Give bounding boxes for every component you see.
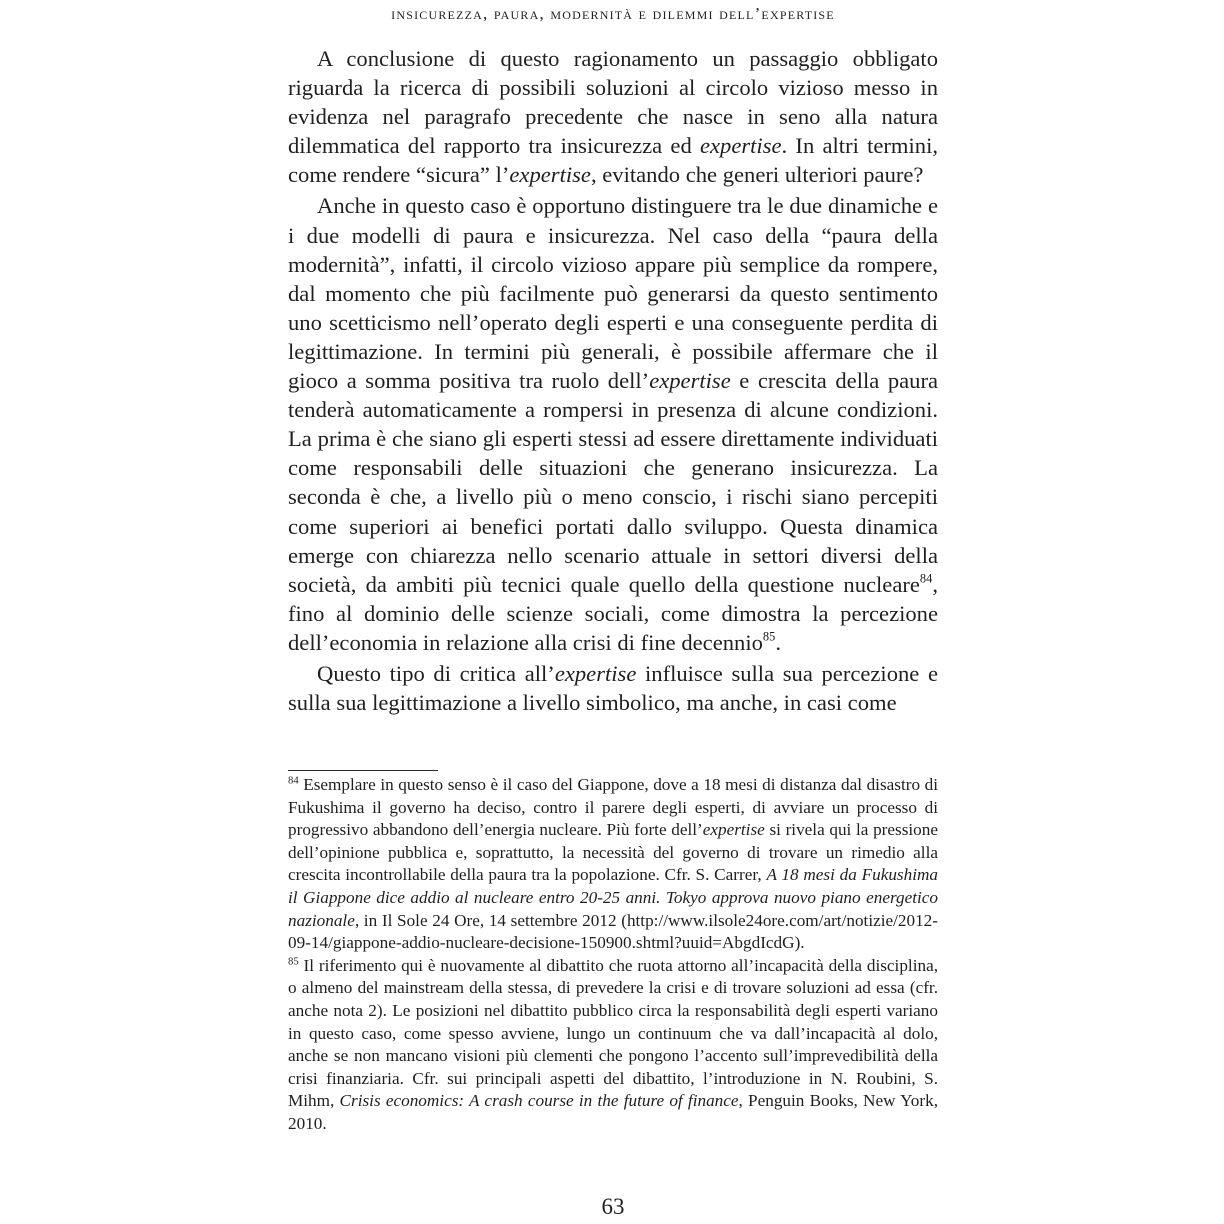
page-number: 63 <box>601 1194 625 1219</box>
text-run: , in Il Sole 24 Ore, 14 settembre 2012 ( <box>354 910 627 930</box>
footnote-number: 85 <box>288 956 299 968</box>
text-run: Esemplare in questo senso è il caso del Giappone, dove a 18 mesi di distanza dal disastro di Fukushima il governo ha deciso, contro il parere degli esperti, di avviare un processo di progressivo abbandono dell’energia nucleare. Più forte dell’ <box>288 775 938 840</box>
text-run: Il riferimento qui è nuovamente al dibattito che ruota attorno all’incapacità della disciplina, o almeno del mainstream della stessa, di prevedere la crisi e di trovare soluzioni ad essa (cfr. anche nota 2). Le posizioni nel dibattito pubblico circa la responsabilità degli esperti variano in questo caso, come spesso avviene, lungo un continuum che va dall’incapacità al dolo, anche se non mancano visioni più clementi che pongono l’accento sull’imprevedibilità della crisi finanziaria. Cfr. sui principali aspetti del dibattito, l’introduzione in N. Roubini, S. Mihm, <box>288 955 938 1111</box>
italic-term: expertise <box>702 820 765 840</box>
text-run: Questo tipo di critica all’ <box>317 660 555 686</box>
source-url-link[interactable]: http://www.ilsole24ore.com/art/notizie/2012-09-14/giappone-addio-nucleare-decisione-150900.shtml?uuid=AbgdIcdG <box>288 910 938 953</box>
text-run: . In altri termini, come rendere “sicura” l’ <box>288 133 939 188</box>
text-run: si rivela qui la pressione dell’opinione pubblica e, soprattutto, la necessità del governo di trovare un rimedio alla crescita incontrollabile della paura tra la popolazione. Cfr. S. Carrer, <box>288 820 938 885</box>
text-run: , evitando che generi ulteriori paure? <box>590 162 924 188</box>
text-run: , fino al dominio delle scienze sociali, come dimostra la percezione dell’economia in relazione alla crisi di fine decennio <box>288 571 938 655</box>
text-run: Anche in questo caso è opportuno distinguere tra le due dinamiche e i due modelli di paura e insicurezza. Nel caso della “paura della modernità”, infatti, il circolo vizioso appare più semplice da rompere, dal momento che più facilmente può generarsi da questo sentimento uno scetticismo nell’operato degli esperti e una conseguente perdita di legittimazione. In termini più generali, è possibile affermare che il gioco a somma positiva tra ruolo dell’ <box>288 193 938 394</box>
paragraph-3 <box>288 659 938 717</box>
running-head: insicurezza, paura, modernità e dilemmi dell’expertise <box>391 4 835 23</box>
article-title: A 18 mesi da Fukushima il Giappone dice addio al nucleare entro 20-25 anni. Tokyo approva nuovo piano energetico nazionale <box>288 865 938 930</box>
body-text <box>288 44 938 717</box>
paragraph-1 <box>288 44 938 189</box>
footnote-number: 84 <box>288 775 299 787</box>
text-run: , Penguin Books, New York, 2010. <box>288 1091 938 1133</box>
footnote-ref-84[interactable]: 84 <box>919 571 933 586</box>
text-run: A conclusione di questo ragionamento un passaggio obbligato riguarda la ricerca di possibili soluzioni al circolo vizioso messo in evidenza nel paragrafo precedente che nasce in seno alla natura dilemmatica del rapporto tra insicurezza ed <box>288 46 938 159</box>
footnote-ref-85[interactable]: 85 <box>762 629 776 644</box>
italic-term: expertise <box>509 162 591 188</box>
footnote-separator <box>288 770 438 771</box>
footnote-84 <box>288 774 938 955</box>
book-title: Crisis economics: A crash course in the future of finance <box>339 1091 739 1111</box>
text-run: . <box>775 629 781 655</box>
text-run: ). <box>794 933 805 953</box>
italic-term: expertise <box>649 368 731 394</box>
paragraph-2 <box>288 191 938 657</box>
text-run: e crescita della paura tenderà automaticamente a rompersi in presenza di alcune condizioni. La prima è che siano gli esperti stessi ad essere direttamente individuati come responsabili delle situazioni che generano insicurezza. La seconda è che, a livello più o meno conscio, i rischi siano percepiti come superiori ai benefici portati dallo sviluppo. Questa dinamica emerge con chiarezza nello scenario attuale in settori diversi della società, da ambiti più tecnici quale quello della questione nucleare <box>288 368 938 597</box>
italic-term: expertise <box>554 660 637 686</box>
italic-term: expertise <box>699 133 782 159</box>
text-run: influisce sulla sua percezione e sulla sua legittimazione a livello simbolico, ma anche, in casi come <box>288 660 938 716</box>
footnote-85 <box>288 955 938 1136</box>
footnotes <box>288 774 938 1136</box>
